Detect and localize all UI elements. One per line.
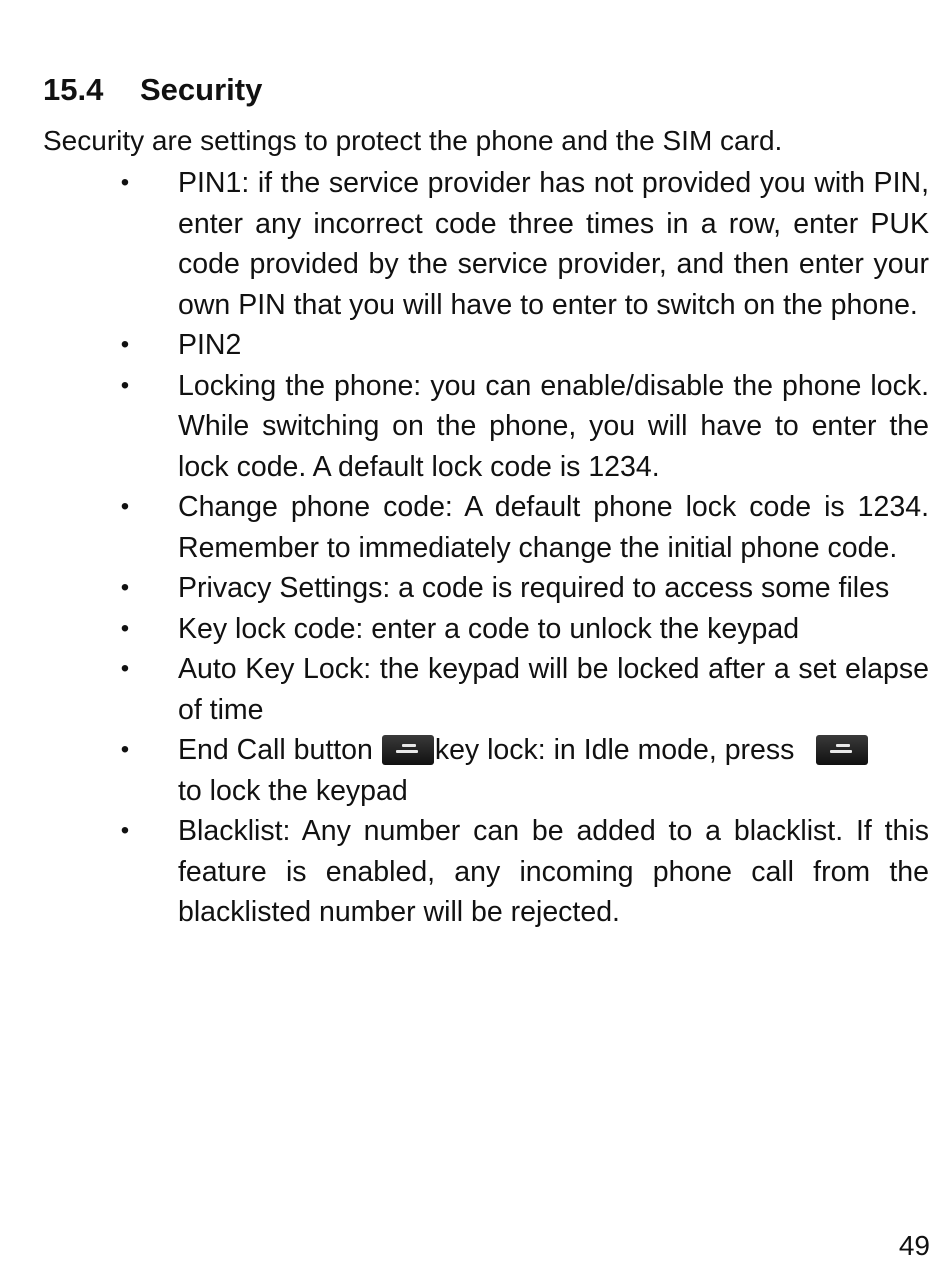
- list-item: [0, 609, 950, 650]
- bullet: •: [120, 169, 130, 196]
- list-item: [0, 163, 950, 325]
- intro-paragraph: Security are settings to protect the phone and the SIM card.: [43, 125, 783, 156]
- list-item-text: Key lock code: enter a code to unlock the keypad: [178, 612, 800, 645]
- section-number: 15.4: [43, 72, 104, 107]
- list-item: [0, 730, 950, 811]
- end-call-key-icon: [816, 735, 868, 765]
- page-number: 49: [898, 1230, 930, 1261]
- bullet: •: [120, 331, 130, 358]
- end-call-text-3: to lock the keypad: [178, 774, 408, 807]
- list-item-text: Change phone code: A default phone lock code is 1234. Remember to immediately change the initial phone code.: [178, 491, 929, 564]
- list-item: [0, 366, 950, 488]
- bullet: •: [120, 493, 130, 520]
- list-item-text: PIN2: [178, 329, 242, 361]
- bullet: •: [120, 614, 130, 642]
- list-item: [0, 811, 950, 933]
- end-call-text-1: End Call button: [178, 734, 373, 766]
- end-call-key-icon: [382, 735, 434, 765]
- end-call-text-2: key lock: in Idle mode, press: [434, 734, 795, 766]
- list-item: [0, 568, 950, 609]
- list-item-text: Blacklist: Any number can be added to a blacklist. If this feature is enabled, any incoming phone call from the blacklisted number will be rejected.: [178, 815, 929, 928]
- list-item: [0, 487, 950, 568]
- list-item: [0, 649, 950, 730]
- list-item-text: Privacy Settings: a code is required to access some files: [178, 572, 890, 604]
- bullet: •: [120, 574, 130, 601]
- bullet: •: [120, 655, 130, 682]
- list-item-text: Locking the phone: you can enable/disable the phone lock. While switching on the phone, you will have to enter the lock code. A default lock code is 1234.: [178, 369, 929, 483]
- list-item-text: Auto Key Lock: the keypad will be locked after a set elapse of time: [178, 653, 929, 726]
- bullet: •: [120, 736, 130, 763]
- list-item-text: PIN1: if the service provider has not provided you with PIN, enter any incorrect code three times in a row, enter PUK code provided by the service provider, and then enter your own PIN that you will have to enter to switch on the phone.: [178, 167, 929, 321]
- list-item: [0, 325, 950, 366]
- list-item-text: [178, 730, 929, 811]
- section-title: Security: [140, 72, 263, 107]
- bullet: •: [120, 371, 130, 399]
- section-heading: [43, 70, 262, 110]
- bullet: •: [120, 817, 130, 844]
- security-settings-list: [0, 163, 950, 933]
